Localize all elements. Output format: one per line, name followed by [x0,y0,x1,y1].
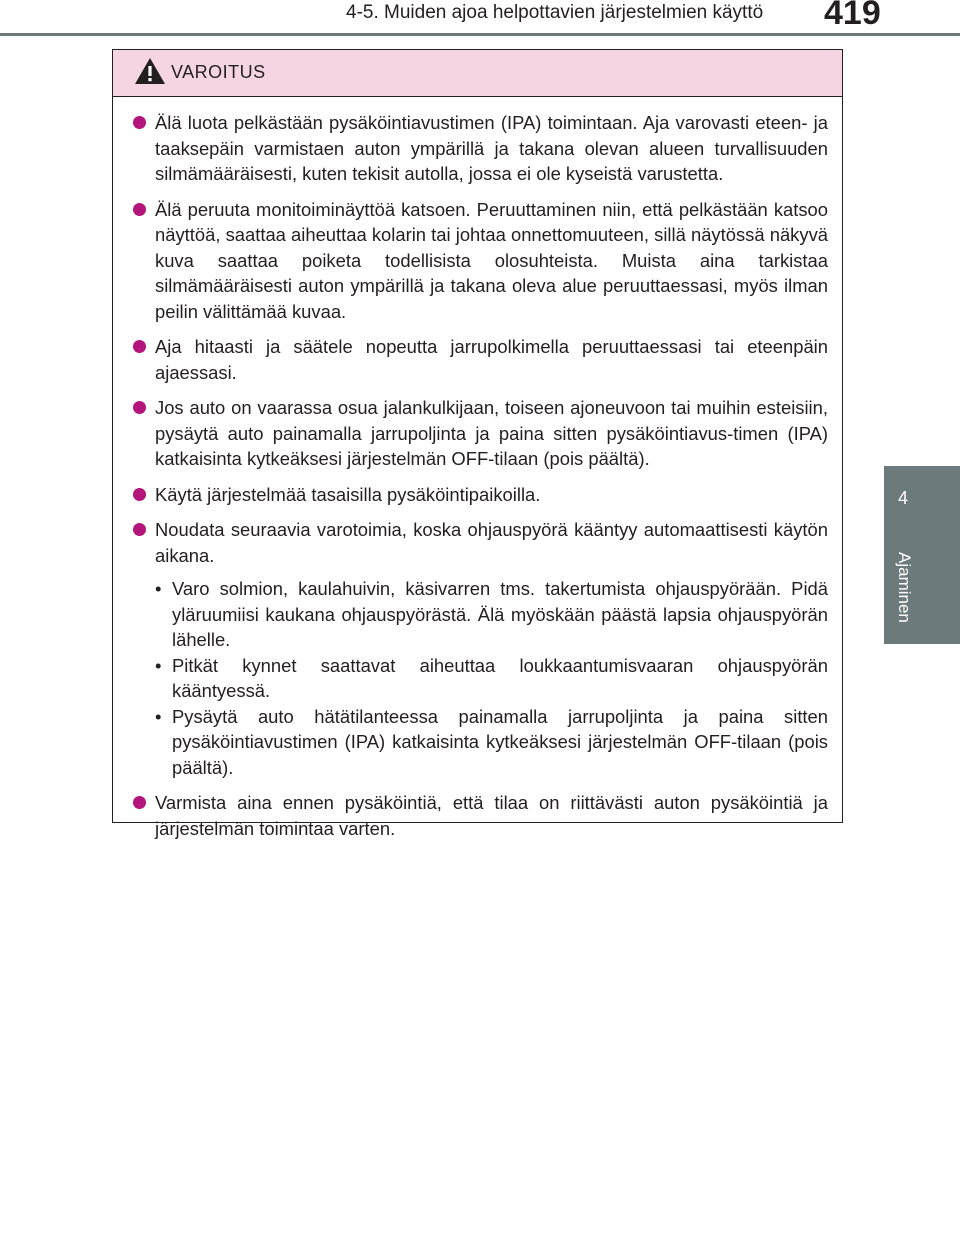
warning-box [112,49,843,839]
sub-list-item [155,704,828,781]
warning-item [132,334,828,385]
warning-item-text: Jos auto on vaarassa osua jalankulkijaan, toiseen ajoneuvoon tai muihin esteisiin, pysäytä auto painamalla jarrupoljinta ja paina sitten pysäköintiavus-timen (IPA) katkaisinta kytkeäksesi järjestelmän OFF-tilaan (pois päältä). [155,397,828,469]
header-rule [0,33,960,36]
warning-item-text: Käytä järjestelmää tasaisilla pysäköintipaikoilla. [155,483,541,505]
chapter-label: Ajaminen [895,552,914,623]
warning-item [132,517,828,780]
warning-title: VAROITUS [171,62,266,82]
sub-item-text: Varo solmion, kaulahuivin, käsivarren tms. takertumista ohjauspyörään. Pidä yläruumiisi kaukana ohjauspyörästä. Älä myöskään päästä lapsia ohjauspyörän lähelle. [172,578,828,650]
section-title: 4-5. Muiden ajoa helpottavien järjestelmien käyttö [346,2,764,23]
sub-list-item [155,653,828,704]
warning-triangle-icon [134,57,166,85]
warning-item [132,110,828,187]
sub-list [155,576,828,780]
bullet-icon [133,796,146,809]
chapter-side-tab [884,466,960,644]
warning-header [113,50,842,97]
bullet-icon [133,340,146,353]
warning-body [113,97,842,841]
warning-item [132,395,828,472]
warning-item-text: Älä luota pelkästään pysäköintiavustimen (IPA) toimintaan. Aja varovasti eteen- ja taaksepäin varmistaen auton ympärillä ja takana olevan alueen turvallisuuden silmämääräisesti, kuten tekisit autolla, jossa ei ole kyseistä varustetta. [155,112,828,184]
sub-item-text: Pysäytä auto hätätilanteessa painamalla jarrupoljinta ja paina sitten pysäköintiavustimen (IPA) katkaisinta kytkeäksesi järjestelmän OFF-tilaan (pois päältä). [172,705,828,778]
warning-item-text: Aja hitaasti ja säätele nopeutta jarrupolkimella peruuttaessasi tai eteenpäin ajaessasi. [155,336,828,383]
sub-bullet: • [155,654,162,676]
sub-bullet: • [155,578,162,599]
bullet-icon [133,203,146,216]
sub-bullet: • [155,705,162,727]
warning-item [132,482,828,508]
bullet-icon [133,488,146,501]
sub-list-item [155,576,828,653]
warning-item [132,790,828,841]
bullet-icon [133,116,146,129]
page-header [0,0,960,36]
warning-item-text: Noudata seuraavia varotoimia, koska ohjauspyörä kääntyy automaattisesti käytön aikana. [155,519,828,566]
bullet-icon [133,523,146,536]
chapter-number: 4 [897,488,908,508]
bullet-icon [133,401,146,414]
warning-item-text: Varmista aina ennen pysäköintiä, että tilaa on riittävästi auton pysäköintiä ja järjestelmän toimintaa varten. [155,792,828,839]
sub-item-text: Pitkät kynnet saattavat aiheuttaa loukkaantumisvaaran ohjauspyörän kääntyessä. [172,654,828,701]
warning-item [132,197,828,325]
page-number: 419 [824,0,881,32]
warning-item-text: Älä peruuta monitoiminäyttöä katsoen. Peruuttaminen niin, että pelkästään katsoo näyttöä, saattaa aiheuttaa kolarin tai johtaa onnettomuuteen, sillä näytössä näkyvä kuva saattaa poiketa todellisista olosuhteista. Muista aina tarkistaa silmämääräisesti auton ympärillä ja takana oleva alue peruuttaessasi, myös ilman peilin välittämää kuvaa. [155,198,828,322]
